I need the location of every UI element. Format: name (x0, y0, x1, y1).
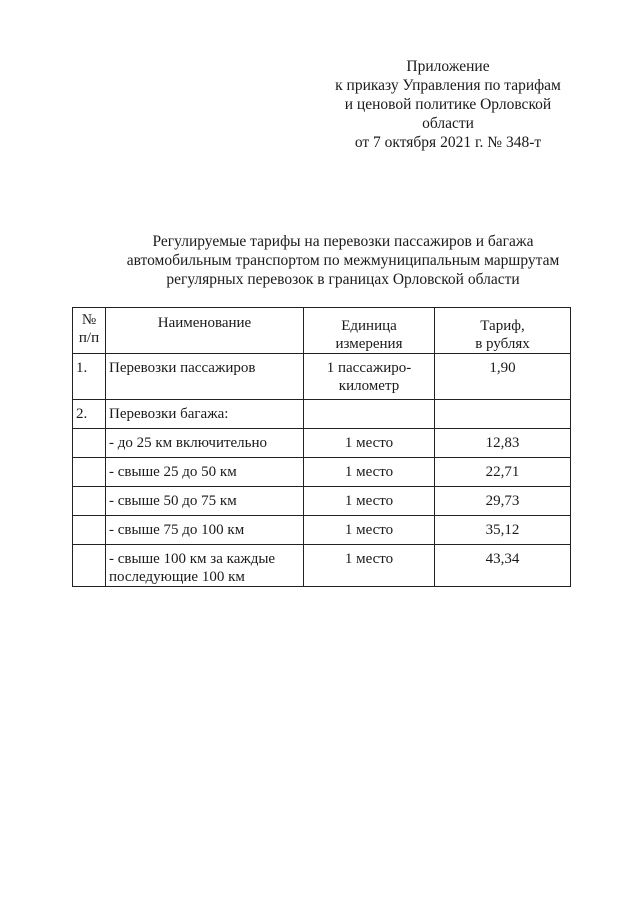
row-unit: 1 место (304, 487, 435, 516)
appendix-line: и ценовой политике Орловской (344, 96, 552, 113)
table-row (73, 354, 571, 400)
header-number (73, 308, 106, 354)
table-row (73, 429, 571, 458)
row-number (73, 487, 106, 516)
row-name: - свыше 25 до 50 км (106, 458, 304, 487)
row-unit: 1 место (304, 458, 435, 487)
appendix-line: от 7 октября 2021 г. № 348-т (354, 134, 542, 151)
tariffs-table (72, 307, 571, 587)
row-number: 1. (73, 354, 106, 400)
row-unit: 1 место (304, 429, 435, 458)
row-name: Перевозки багажа: (106, 400, 304, 429)
appendix-header (318, 57, 578, 152)
row-name: - до 25 км включительно (106, 429, 304, 458)
row-name (106, 545, 304, 587)
row-name-line: - свыше 100 км за каждые (109, 551, 276, 567)
row-price (435, 400, 571, 429)
row-price: 12,83 (435, 429, 571, 458)
row-name: - свыше 50 до 75 км (106, 487, 304, 516)
header-price (435, 308, 571, 354)
header-unit-line: измерения (335, 336, 403, 352)
row-number (73, 545, 106, 587)
title-line: регулярных перевозок в границах Орловской области (166, 271, 520, 288)
header-price-line: в рублях (475, 336, 530, 352)
header-number-line: п/п (78, 330, 100, 346)
row-unit-line: 1 пассажиро- (326, 360, 412, 376)
header-price-line: Тариф, (480, 318, 525, 334)
appendix-line: Приложение (406, 58, 490, 75)
table-row (73, 516, 571, 545)
document-title (118, 232, 568, 289)
row-price: 1,90 (435, 354, 571, 400)
row-number (73, 429, 106, 458)
header-unit (304, 308, 435, 354)
table-header-row (73, 308, 571, 354)
header-name (106, 308, 304, 354)
row-unit (304, 400, 435, 429)
row-number (73, 458, 106, 487)
row-price: 43,34 (435, 545, 571, 587)
row-unit: 1 место (304, 545, 435, 587)
appendix-line: области (422, 115, 474, 132)
table-row (73, 458, 571, 487)
row-name: Перевозки пассажиров (106, 354, 304, 400)
row-name-line: последующие 100 км (109, 569, 245, 585)
row-unit (304, 354, 435, 400)
header-name-text: Наименование (157, 315, 252, 331)
title-line: автомобильным транспортом по межмуниципальным маршрутам (126, 252, 560, 269)
header-number-line: № (81, 312, 97, 328)
table-row (73, 545, 571, 587)
row-unit: 1 место (304, 516, 435, 545)
title-line: Регулируемые тарифы на перевозки пассажиров и багажа (152, 233, 534, 250)
table-row (73, 400, 571, 429)
row-price: 29,73 (435, 487, 571, 516)
row-name: - свыше 75 до 100 км (106, 516, 304, 545)
row-unit-line: километр (338, 378, 400, 394)
table-row (73, 487, 571, 516)
row-number: 2. (73, 400, 106, 429)
row-price: 35,12 (435, 516, 571, 545)
row-number (73, 516, 106, 545)
header-unit-line: Единица (341, 318, 397, 334)
row-price: 22,71 (435, 458, 571, 487)
appendix-line: к приказу Управления по тарифам (335, 77, 561, 94)
